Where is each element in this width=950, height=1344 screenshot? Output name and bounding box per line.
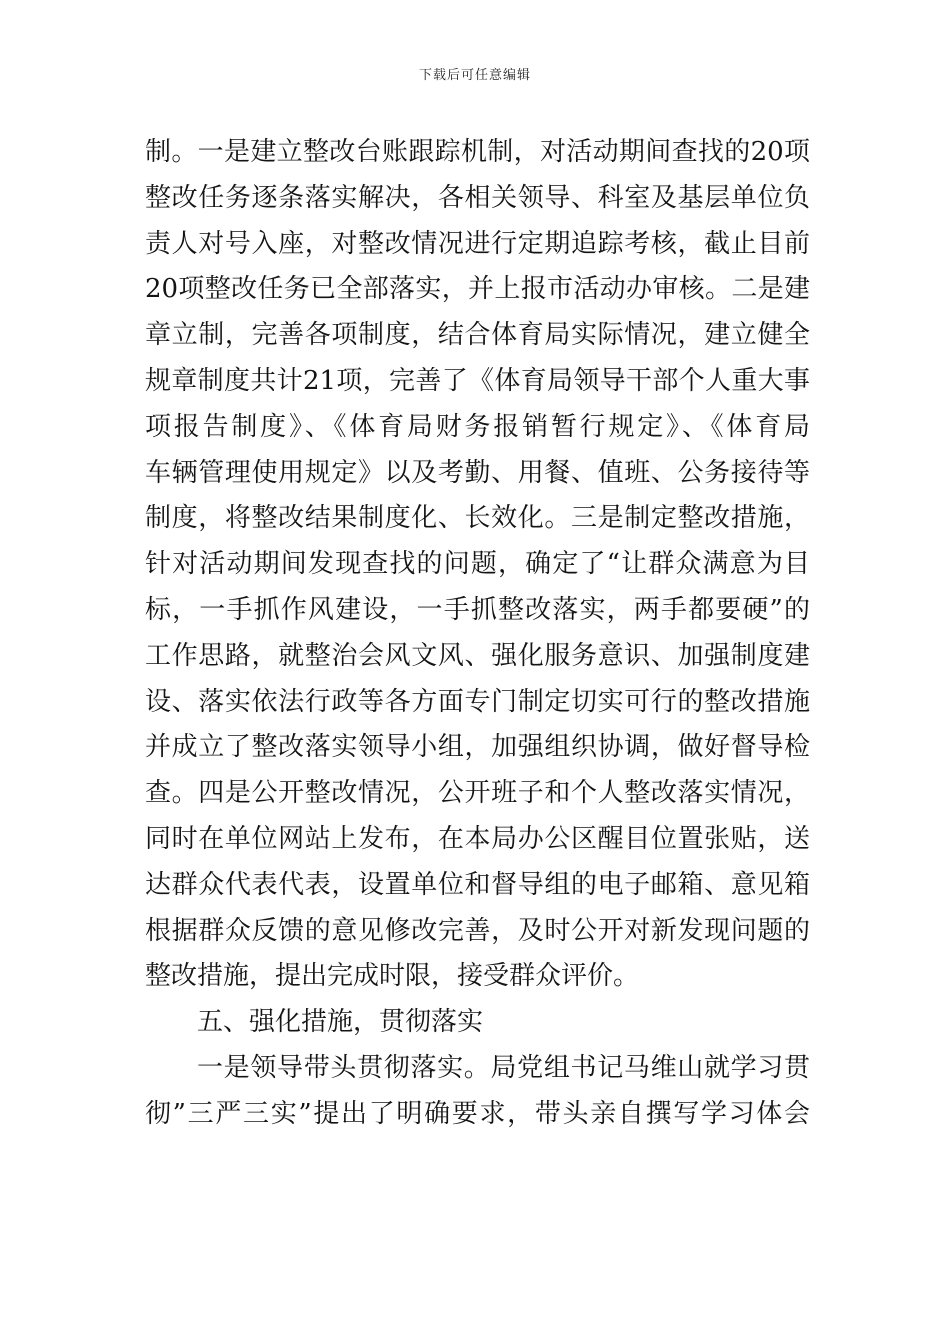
page-header: 下载后可任意编辑 xyxy=(418,68,531,83)
text-line: 标，一手抓作风建设，一手抓整改落实，两手都要硬”的 xyxy=(145,594,810,625)
text-line: 项报告制度》、《体育局财务报销暂行规定》、《体育局 xyxy=(145,411,810,442)
text-line: 章立制，完善各项制度，结合体育局实际情况，建立健全 xyxy=(145,320,810,351)
paragraph-1 xyxy=(145,130,810,1000)
text-line: 20项整改任务已全部落实，并上报市活动办审核。二是建 xyxy=(145,274,810,305)
text-line: 根据群众反馈的意见修改完善，及时公开对新发现问题的 xyxy=(145,915,810,946)
text-line: 一是领导带头贯彻落实。局党组书记马维山就学习贯 xyxy=(197,1052,810,1083)
text-line: 制度，将整改结果制度化、长效化。三是制定整改措施， xyxy=(145,503,810,534)
text-line: 整改任务逐条落实解决，各相关领导、科室及基层单位负 xyxy=(145,182,810,213)
text-line: 彻”三严三实”提出了明确要求，带头亲自撰写学习体会 xyxy=(145,1098,810,1129)
text-line: 查。四是公开整改情况，公开班子和个人整改落实情况， xyxy=(145,778,810,809)
section-heading-text: 五、强化措施，贯彻落实 xyxy=(197,1007,484,1038)
text-line: 整改措施，提出完成时限，接受群众评价。 xyxy=(145,961,640,992)
text-line: 设、落实依法行政等各方面专门制定切实可行的整改措施 xyxy=(145,686,810,717)
text-line: 工作思路，就整治会风文风、强化服务意识、加强制度建 xyxy=(145,640,810,671)
text-line: 达群众代表代表，设置单位和督导组的电子邮箱、意见箱 xyxy=(145,869,810,900)
text-line: 规章制度共计21项，完善了《体育局领导干部个人重大事 xyxy=(145,365,810,396)
document-body xyxy=(145,130,810,1138)
text-line: 针对活动期间发现查找的问题，确定了“让群众满意为目 xyxy=(145,549,810,580)
text-line: 制。一是建立整改台账跟踪机制，对活动期间查找的20项 xyxy=(145,137,810,167)
paragraph-3 xyxy=(145,1046,810,1138)
text-line: 同时在单位网站上发布，在本局办公区醒目位置张贴，送 xyxy=(145,823,810,854)
section-heading xyxy=(145,1000,810,1046)
text-line: 并成立了整改落实领导小组，加强组织协调，做好督导检 xyxy=(145,732,810,763)
text-line: 责人对号入座，对整改情况进行定期追踪考核，截止目前 xyxy=(145,228,810,259)
text-line: 车辆管理使用规定》以及考勤、用餐、值班、公务接待等 xyxy=(145,457,810,488)
